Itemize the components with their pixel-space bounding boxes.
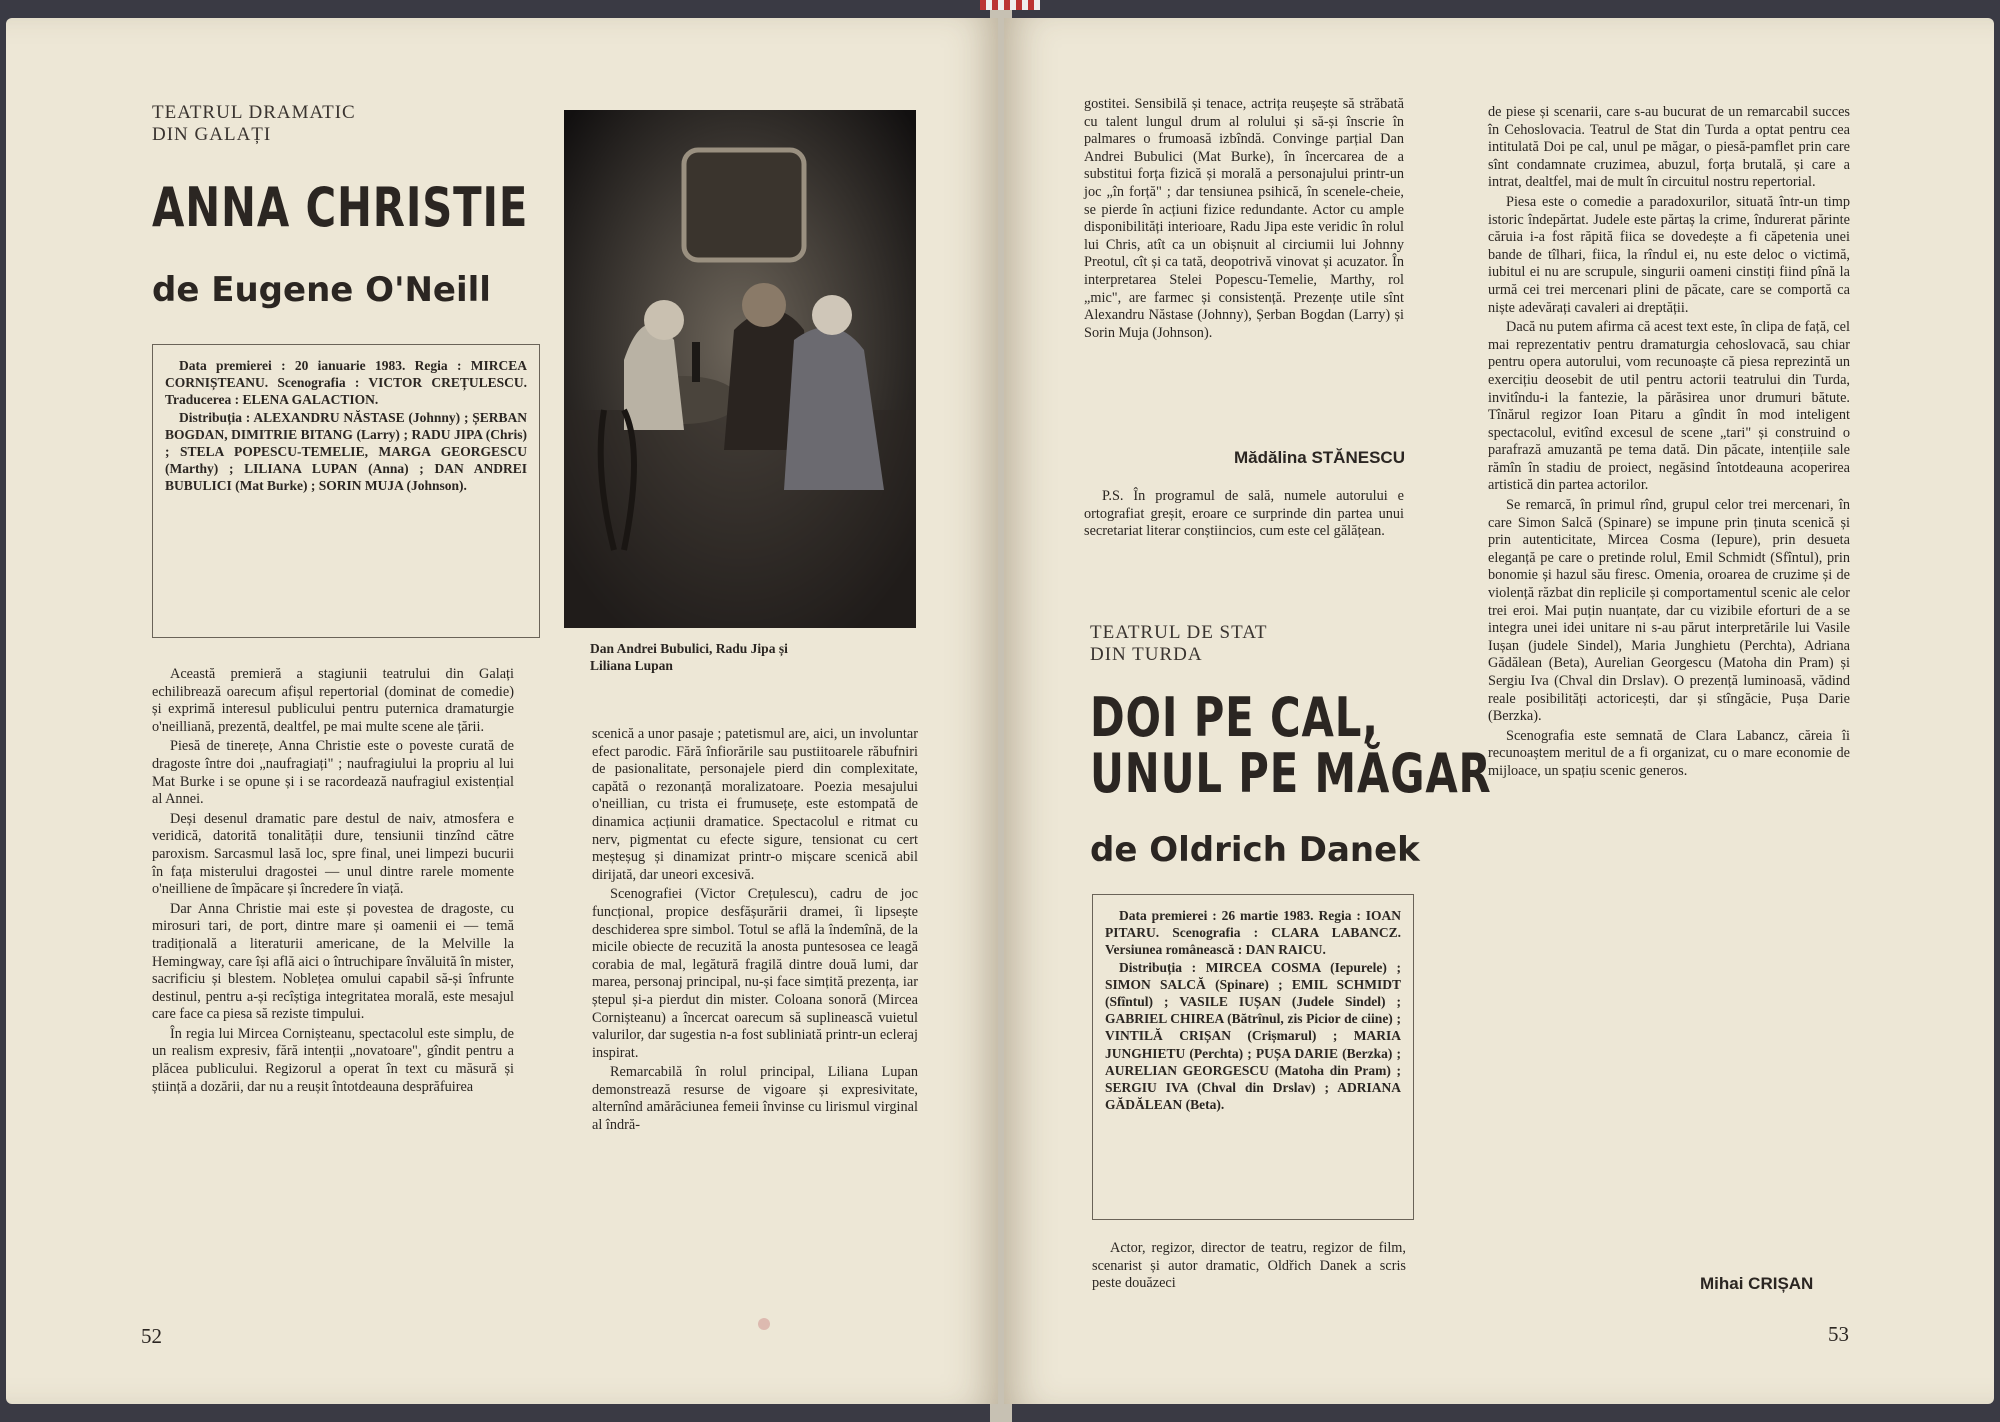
signature-crisan: Mihai CRIȘAN: [1700, 1274, 1814, 1293]
paragraph: Scenografia este semnată de Clara Labancz, căreia îi recunoaștem meritul de a fi organizat, cu o mare economie de mijloace, un spațiu scenic generos.: [1488, 727, 1850, 779]
right-byline: de Oldrich Danek: [1090, 830, 1420, 870]
left-page: [6, 18, 998, 1404]
paragraph: P.S. În programul de sală, numele autorului e ortografiat greșit, eroare ce surprinde din partea unui secretariat literar conștiincios, cum este cel gălățean.: [1084, 488, 1404, 540]
left-credits-p2: Distribuția : ALEXANDRU NĂSTASE (Johnny) ; ȘERBAN BOGDAN, DIMITRIE BITANG (Larry) ; RADU JIPA (Chris) ; STELA POPESCU-TEMELIE, MARGA GEORGESCU (Marthy) ; LILIANA LUPAN (Anna) ; DAN ANDREI BUBULICI (Mat Burke) ; SORIN MUJA (Johnson).: [165, 409, 527, 494]
right-title-line1: DOI PE CAL,: [1090, 686, 1379, 749]
left-kicker: [152, 102, 356, 146]
ink-dot: [758, 1318, 770, 1330]
right-kicker: [1090, 622, 1267, 666]
paragraph: Dacă nu putem afirma că acest text este, în clipa de față, cel mai reprezentativ pentru dramaturgia cehoslovacă, sau chiar pentru opera autorului, vom recunoaște că piesa reprezintă un exercițiu deosebit de util pentru actorii teatrului din Turda, invitîndu-i la fantezie, la părăsirea unor drumuri bătute. Tînărul regizor Ioan Pitaru a gîndit în mod inteligent spectacolul, evitînd excesul de scene „tari" și construind o parafrază amuzantă pe tema dată. Din păcate, intențiile sale rămîn în stadiu de proiect, negăsind întotdeauna acoperirea artistică din partea actorilor.: [1488, 319, 1850, 494]
left-column-2: [592, 726, 918, 1137]
right-page: [1004, 18, 1994, 1404]
stage-photo: [564, 110, 916, 628]
headband: [980, 0, 1040, 10]
right-column-2: [1488, 104, 1850, 783]
page-number-right: 53: [1828, 1322, 1849, 1346]
paragraph: scenică a unor pasaje ; patetismul are, aici, un involuntar efect parodic. Fără înfiorările sau pustiitoarele răbufniri de pasionalitate, personajele pierd din complexitate, capătă o rezonanță moralizatoare. Poezia mesajului o'neillian, cu trista ei frumusețe, este estompată de dinamica acțiunii dramatice. Spectacolul e ritmat cu nerv, pigmentat cu efecte sigure, tensionat cu cert meșteșug și dinamizat printr-o mișcare scenică abil dirijată, dar uneori excesivă.: [592, 726, 918, 883]
paragraph: Piesa este o comedie a paradoxurilor, situată într-un timp istoric îndepărtat. Judele este părtaș la crime, îndurerat părinte căruia i-a fost răpită fiica se dovedește a fi căpetenia unei bande de tîlhari, fiica, la rîndul ei, nu este deloc o victimă, iubitul ei nu are scrupule, singurii oameni cinstiți fiind pînă la urmă cei trei mercenari plini de păcate, care se comportă ca niște adevărați cavaleri ai dreptății.: [1488, 193, 1850, 316]
left-credits-p1: Data premierei : 20 ianuarie 1983. Regia : MIRCEA CORNIȘTEANU. Scenografia : VICTOR CREȚULESCU. Traducerea : ELENA GALACTION.: [165, 358, 527, 408]
signature-stanescu: Mădălina STĂNESCU: [1234, 448, 1405, 467]
paragraph: Remarcabilă în rolul principal, Liliana Lupan demonstrează resurse de vigoare și expresivitate, alternînd amărăciunea femeii învinse cu lirismul virginal al îndră-: [592, 1064, 918, 1134]
left-column-1: [152, 666, 514, 1098]
ps-note: [1084, 488, 1404, 543]
right-column-1-top: [1084, 96, 1404, 344]
paragraph: Dar Anna Christie mai este și povestea de dragoste, cu mirosuri tari, de port, dintre mare și oamenii ei — temă tradițională a literaturii americane, de la Melville la Hemingway, care își află aici o întruchipare învăluită în mister, sacrificiu și blestem. Noblețea omului capabil să-și înfrunte destinul, pentru a-și recîștiga integritatea morală, este mesajul care face ca piesa să reziste timpului.: [152, 900, 514, 1023]
paragraph: Piesă de tinerețe, Anna Christie este o poveste curată de dragoste între doi „naufragiați" ; naufragiului la propriu al lui Mat Burke i se opune și i se racordează naufragiul existențial al Annei.: [152, 738, 514, 808]
paragraph: gostitei. Sensibilă și tenace, actrița reușește să străbată cu talent lungul drum al rolului și să-și înscrie în palmares o frumoasă izbîndă. Convinge parțial Dan Andrei Bubulici (Mat Burke), în încercarea de a substitui forța fizică și morală a personajului printr-un joc „în forță" ; dar tensiunea psihică, în scenele-cheie, se pierde în acțiuni fizice redundante. Actor cu ample disponibilități interioare, Radu Jipa este veridic în rolul lui Chris, atît ca un obișnuit al circiumii lui Johnny Preotul, cît și ca tată, deopotrivă vinovat și acuzator. În interpretarea Stelei Popescu-Temelie, Marthy, rol „mic", are farmec și consistență. Prezențe utile sînt Alexandru Năstase (Johnny), Șerban Bogdan (Larry) și Sorin Muja (Johnson).: [1084, 96, 1404, 341]
right-credits-p2: Distribuția : MIRCEA COSMA (Iepurele) ; SIMON SALCĂ (Spinare) ; EMIL SCHMIDT (Sfîntul) ; VASILE IUȘAN (Judele Sindel) ; GABRIEL CHIREA (Bătrînul, zis Picior de ciine) ; VINTILĂ CRIȘAN (Crișmarul) ; MARIA JUNGHIETU (Perchta) ; PUȘA DARIE (Berzka) ; AURELIAN GEORGESCU (Matoha din Pram) ; SERGIU IVA (Chval din Drslav) ; ADRIANA GĂDĂLEAN (Beta).: [1105, 959, 1401, 1113]
right-column-1-bottom: [1092, 1240, 1406, 1295]
paragraph: Scenografiei (Victor Crețulescu), cadru de joc funcțional, propice desfășurării dramei, îi lipsește deschiderea spre simbol. Totul se află la îndemînă, de la micile obiecte de recuzită la anosta puntesosea ce leagă corabia de mal, legătură fragilă dintre două lumi, dar marea, personaj principal, nu-și face simțită prezența, iar ștepul și-a pierdut din mister. Coloana sonoră (Mircea Cornișteanu) a încercat oarecum să suplinească vuietul valurilor, dar sugestia n-a fost subliniată printr-un ecleraj inspirat.: [592, 886, 918, 1061]
paragraph: Deși desenul dramatic pare destul de naiv, atmosfera e veridică, datorită tonalității dure, tensiunii tinzînd către paroxism. Sarcasmul lasă loc, spre final, unei limpezi bucurii în fața misterului dragostei — unul dintre rarele momente o'neilliene de împăcare și încredere în viață.: [152, 810, 514, 898]
left-credits-box: [152, 344, 540, 638]
right-title-line2: UNUL PE MĂGAR: [1090, 742, 1492, 805]
stage-photo-image: [564, 110, 916, 628]
right-kicker-line2: DIN TURDA: [1090, 644, 1203, 665]
right-credits-box: [1092, 894, 1414, 1220]
right-credits-p1: Data premierei : 26 martie 1983. Regia : IOAN PITARU. Scenografia : CLARA LABANCZ. Versiunea românească : DAN RAICU.: [1105, 908, 1401, 958]
paragraph: Se remarcă, în primul rînd, grupul celor trei mercenari, în care Simon Salcă (Spinare) se impune prin ținuta scenică și prin autenticitate, Mircea Cosma (Iepure), prin desueta eleganță pe care o pretinde rolul, Emil Schmidt (Sfîntul), prin bonomie și hazul său firesc. Omenia, oroarea de cruzime și de violență răzbat din replicile și comportamentul scenic ale celor trei eroi. Mai puțin nuanțate, dar cu vizibile eforturi de a se integra unei idei unitare ni s-au părut interpretările lui Vasile Iușan (judele Sindel), Maria Junghietu (Perchta), Adriana Gădălean (Beta), Aurelian Georgescu (Matoha din Pram) și Sergiu Iva (Chval din Drslav). O prezență luminoasă, vădind reale posibilități actoricești, dar și stîngăcie, Pușa Darie (Berzka).: [1488, 497, 1850, 725]
left-byline: de Eugene O'Neill: [152, 270, 491, 310]
right-kicker-line1: TEATRUL DE STAT: [1090, 622, 1268, 643]
left-title: ANNA CHRISTIE: [152, 176, 529, 239]
photo-caption: Dan Andrei Bubulici, Radu Jipa și Liliana Lupan: [590, 641, 788, 673]
paragraph: de piese și scenarii, care s-au bucurat de un remarcabil succes în Cehoslovacia. Teatrul de Stat din Turda a optat pentru cea intitulată Doi pe cal, unul pe măgar, o piesă-pamflet prin care sînt condamnate cruzimea, abuzul, forța brutală, și care a intrat, dealtfel, mai de mult în circuitul nostru repertorial.: [1488, 104, 1850, 191]
page-number-left: 52: [141, 1324, 162, 1348]
paragraph: Această premieră a stagiunii teatrului din Galați echilibrează oarecum afișul repertorial (dominat de comedie) și exprimă interesul publicului pentru puternica dramaturgie o'neilliană, prezentă, dealtfel, pe mai multe scene ale țării.: [152, 666, 514, 735]
paragraph: Actor, regizor, director de teatru, regizor de film, scenarist și autor dramatic, Oldřich Danek a scris peste douăzeci: [1092, 1240, 1406, 1292]
left-kicker-line1: TEATRUL DRAMATIC: [152, 102, 356, 123]
paragraph: În regia lui Mircea Cornișteanu, spectacolul este simplu, de un realism expresiv, fără intenții „novatoare", gîndit pentru a plăcea publicului. Regizorul a operat în text cu măsură și știință a dozării, dar nu a reușit întotdeauna desprăfuirea: [152, 1025, 514, 1095]
left-kicker-line2: DIN GALAȚI: [152, 124, 272, 145]
